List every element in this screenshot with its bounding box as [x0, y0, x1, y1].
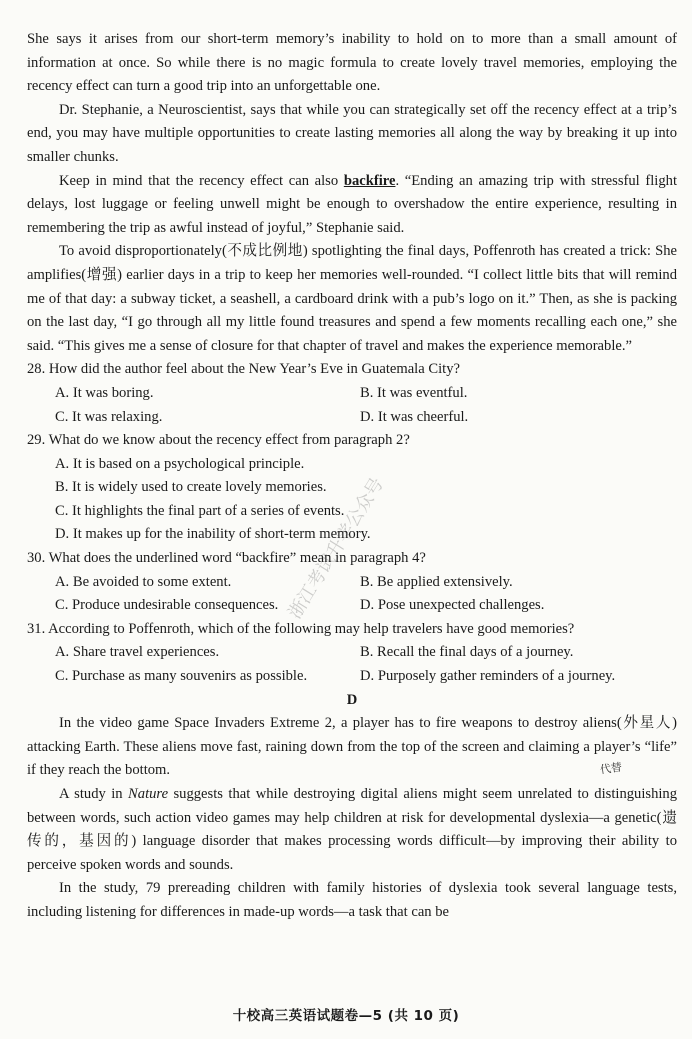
- option-30-b: B. Be applied extensively.: [360, 573, 513, 590]
- option-31-b: B. Recall the final days of a journey.: [360, 644, 574, 661]
- question-28: 28. How did the author feel about the New Year’s Eve in Guatemala City?: [27, 361, 460, 378]
- option-31-a: A. Share travel experiences.: [55, 644, 220, 661]
- option-30-d: D. Pose unexpected challenges.: [360, 597, 545, 614]
- paragraph-d2-part1: A study in: [59, 786, 129, 802]
- question-31: 31. According to Poffenroth, which of the following may help travelers have good memories?: [27, 620, 575, 637]
- paragraph-c3-part1: Keep in mind that the recency effect can also: [59, 172, 344, 189]
- option-29-a: A. It is based on a psychological principle.: [55, 455, 305, 472]
- watermark-text: 浙江考试升学公众号: [284, 474, 389, 623]
- question-30-options: [27, 571, 677, 618]
- question-29-options: [27, 453, 677, 547]
- option-29-c: C. It highlights the final part of a series of events.: [55, 502, 345, 519]
- page-footer: 十校高三英语试题卷—5 (共 10 页): [232, 1008, 460, 1024]
- exam-page-body: [27, 28, 677, 925]
- section-d-heading: D: [346, 691, 358, 708]
- journal-name-nature: Nature: [128, 786, 169, 802]
- question-29: 29. What do we know about the recency effect from paragraph 2?: [27, 432, 410, 449]
- question-28-options: [27, 382, 677, 429]
- option-30-c: C. Produce undesirable consequences.: [55, 597, 279, 614]
- option-29-b: B. It is widely used to create lovely memories.: [55, 479, 327, 496]
- paragraph-c3: [27, 170, 677, 241]
- paragraph-d3: In the study, 79 prereading children with family histories of dyslexia took several language tests, including listening for differences in made-up words—a task that can be: [27, 880, 677, 920]
- paragraph-d1: In the video game Space Invaders Extreme 2, a player has to fire weapons to destroy aliens(外星人) attacking Earth. These aliens move fast, raining down from the top of the screen and claiming a player’s “life” if they reach the bottom.: [27, 715, 677, 779]
- question-30: 30. What does the underlined word “backfire” mean in paragraph 4?: [27, 550, 426, 567]
- option-28-b: B. It was eventful.: [360, 384, 468, 401]
- paragraph-c1: She says it arises from our short-term memory’s inability to hold on to more than a small amount of information at once. So while there is no magic formula to create lovely travel memories, employing the recency effect can turn a good trip into an unforgettable one.: [27, 31, 677, 95]
- paragraph-d2-part2: suggests that while destroying digital aliens might seem unrelated to distinguishing between words, such action video games may help children at risk for developmental dyslexia—a genetic(遗传的，基因的) language disorder that makes processing words difficult—by improving their ability to perceive spoken words and sounds.: [27, 786, 678, 873]
- option-29-d: D. It makes up for the inability of short-term memory.: [55, 526, 371, 543]
- option-31-d: D. Purposely gather reminders of a journey.: [360, 668, 616, 685]
- option-28-a: A. It was boring.: [55, 384, 154, 401]
- handwritten-note: 代替: [599, 760, 623, 777]
- option-30-a: A. Be avoided to some extent.: [55, 573, 232, 590]
- option-28-c: C. It was relaxing.: [55, 408, 163, 425]
- question-31-options: [27, 641, 677, 688]
- option-31-c: C. Purchase as many souvenirs as possible.: [55, 668, 308, 685]
- paragraph-c2: Dr. Stephanie, a Neuroscientist, says that while you can strategically set off the recency effect at a trip’s end, you may have multiple opportunities to create lasting memories all along the way by breaking it up into smaller chunks.: [27, 101, 677, 165]
- underlined-word-backfire: backfire: [343, 172, 396, 189]
- paragraph-c4: To avoid disproportionately(不成比例地) spotlighting the final days, Poffenroth has created a trick: She amplifies(增强) earlier days in a trip to keep her memories well-rounded. “I collect little bits that will remind me of that day: a subway ticket, a seashell, a cardboard drink with a pub’s logo on it.” Then, as she is packing on the last day, “I go through all my little found treasures and spend a few moments recalling each one,” she said. “This gives me a sense of closure for that chapter of travel and makes the experience memorable.”: [27, 243, 677, 354]
- paragraph-c3-part2: . “Ending an amazing trip with stressful flight delays, lost luggage or feeling unwell might be enough to overshadow the entire experience, resulting in remembering the trip as awful instead of joyful,” Stephanie said.: [27, 172, 677, 236]
- paragraph-d2: [27, 783, 677, 877]
- option-28-d: D. It was cheerful.: [360, 408, 469, 425]
